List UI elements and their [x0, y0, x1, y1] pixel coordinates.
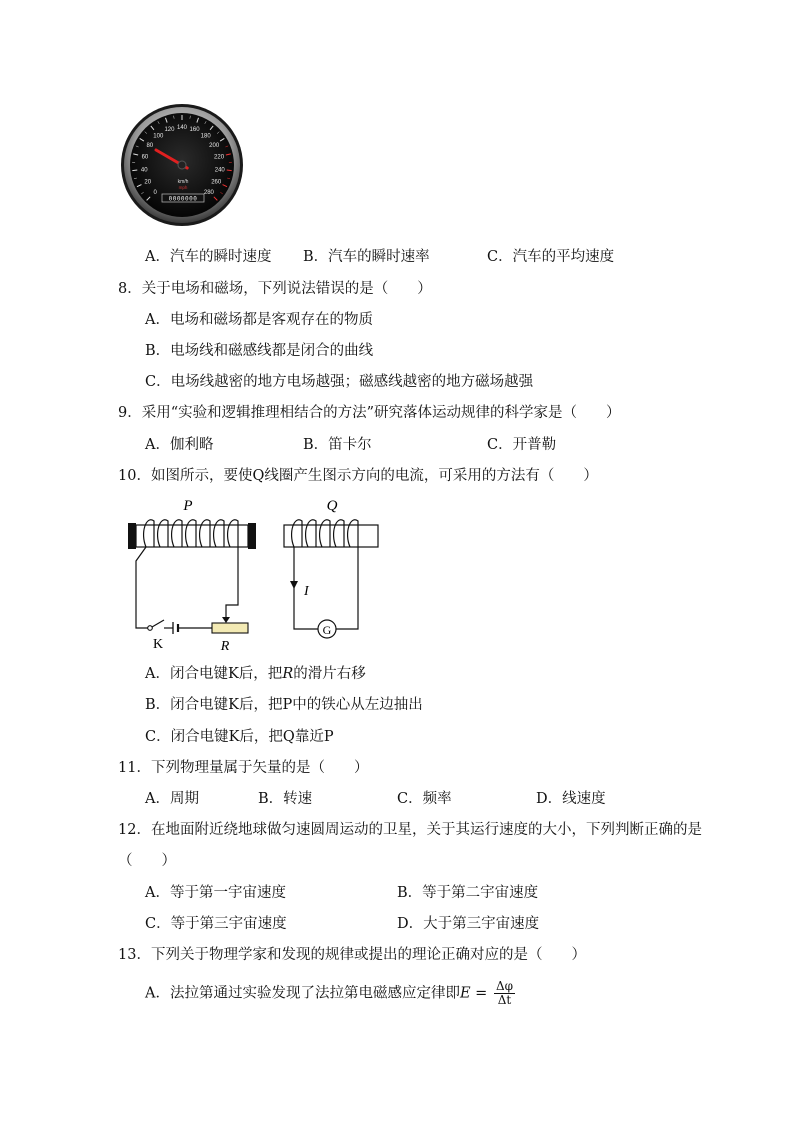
q8-option-a: A．电场和磁场都是客观存在的物质 — [145, 312, 373, 328]
equation-e: E — [459, 985, 471, 1002]
speedometer-tick-label: 240 — [214, 167, 225, 174]
q10-circuit-diagram — [118, 493, 383, 655]
wire-p-right-slider — [226, 547, 238, 619]
speedometer-tick — [227, 170, 232, 171]
label-q: Q — [326, 498, 338, 514]
switch-k-pivot — [148, 626, 153, 631]
speedometer-tick-label: 180 — [200, 133, 211, 140]
label-k: K — [152, 637, 164, 652]
q11-option-b: B．转速 — [258, 791, 313, 807]
q9-stem: 9．采用“实验和逻辑推理相结合的方法”研究落体运动规律的科学家是（ ） — [118, 405, 621, 421]
equation-numerator: Δφ — [495, 979, 514, 993]
speedometer-tick-label: 20 — [144, 179, 152, 186]
speedometer-tick-label: 160 — [189, 127, 200, 134]
q8-option-c: C．电场线越密的地方电场越强；磁感线越密的地方磁场越强 — [145, 374, 534, 390]
speedometer-tick-label: 100 — [153, 133, 164, 140]
q10-option-c: C．闭合电键K后，把Q靠近P — [145, 729, 334, 745]
q7-option-b: B．汽车的瞬时速率 — [303, 249, 430, 265]
q10-option-a: A．闭合电键K后，把R的滑片右移 — [145, 666, 366, 682]
speedometer-tick-label: 260 — [211, 179, 222, 186]
speedometer-tick-label: 280 — [203, 189, 214, 196]
q12-option-c: C．等于第三宇宙速度 — [145, 916, 287, 932]
q13-option-a: A．法拉第通过实验发现了法拉第电磁感应定律即E = $\frac{\Delta\varphi}{\Delta t}$ — [145, 979, 514, 1007]
q12-stem: 12．在地面附近绕地球做匀速圆周运动的卫星，关于其运行速度的大小，下列判断正确的是 — [118, 822, 702, 838]
q9-option-b: B．笛卡尔 — [303, 437, 372, 453]
speedometer-tick-label: 40 — [140, 167, 148, 174]
speedometer-tick-label: 80 — [146, 142, 154, 149]
q8-stem: 8．关于电场和磁场，下列说法错误的是（ ） — [118, 281, 432, 297]
speedometer-tick-label: 200 — [209, 142, 220, 149]
wire-q-right — [336, 547, 358, 629]
speedometer-tick-label: 120 — [164, 127, 175, 134]
speedometer-tick-label: 0 — [153, 189, 157, 196]
speedometer-tick-label: 140 — [176, 125, 188, 131]
q9-option-c: C．开普勒 — [487, 437, 557, 453]
q12-option-d: D．大于第三宇宙速度 — [397, 916, 540, 932]
odometer-value: 0000000 — [168, 195, 198, 203]
speedometer-tick-label: 220 — [214, 154, 225, 161]
q11-option-c: C．频率 — [397, 791, 452, 807]
speedometer-tick — [132, 170, 137, 171]
coil-q-core — [284, 525, 378, 547]
q11-stem: 11．下列物理量属于矢量的是（ ） — [118, 760, 369, 776]
speedometer-image — [120, 103, 244, 227]
q12-stem-blank: （ ） — [118, 853, 176, 869]
rheostat-slider-arrow — [222, 617, 230, 623]
iron-core-left-cap — [128, 523, 136, 549]
current-arrow — [290, 581, 298, 589]
q9-option-a: A．伽利略 — [145, 437, 214, 453]
switch-k-blade — [152, 620, 164, 627]
q10-option-b: B．闭合电键K后，把P中的铁心从左边抽出 — [145, 697, 423, 713]
equation-denominator: Δt — [497, 993, 512, 1007]
equation-equals: = — [470, 985, 492, 1002]
iron-core-right-cap — [248, 523, 256, 549]
label-p: P — [183, 498, 193, 514]
q11-option-d: D．线速度 — [536, 791, 606, 807]
coil-p-core — [136, 525, 248, 547]
label-g: G — [322, 623, 332, 637]
q11-option-a: A．周期 — [145, 791, 199, 807]
label-current-i: I — [304, 584, 309, 599]
needle-hub — [178, 161, 186, 169]
q8-option-b: B．电场线和磁感线都是闭合的曲线 — [145, 343, 374, 359]
q7-option-a: A．汽车的瞬时速度 — [145, 249, 272, 265]
speedometer-tick-label: 60 — [141, 154, 149, 161]
q13-stem: 13．下列关于物理学家和发现的规律或提出的理论正确对应的是（ ） — [118, 947, 586, 963]
q10-stem: 10．如图所示，要使Q线圈产生图示方向的电流，可采用的方法有（ ） — [118, 468, 598, 484]
wire-p-left — [136, 547, 148, 628]
q12-option-a: A．等于第一宇宙速度 — [145, 885, 286, 901]
speedometer-unit-kmh: km/h — [177, 179, 189, 185]
q7-option-c: C．汽车的平均速度 — [487, 249, 615, 265]
label-r: R — [220, 639, 230, 654]
speedometer-unit-mph: mph — [178, 185, 188, 190]
equation-fraction — [494, 980, 515, 1007]
q12-option-b: B．等于第二宇宙速度 — [397, 885, 539, 901]
rheostat-r — [212, 623, 248, 633]
